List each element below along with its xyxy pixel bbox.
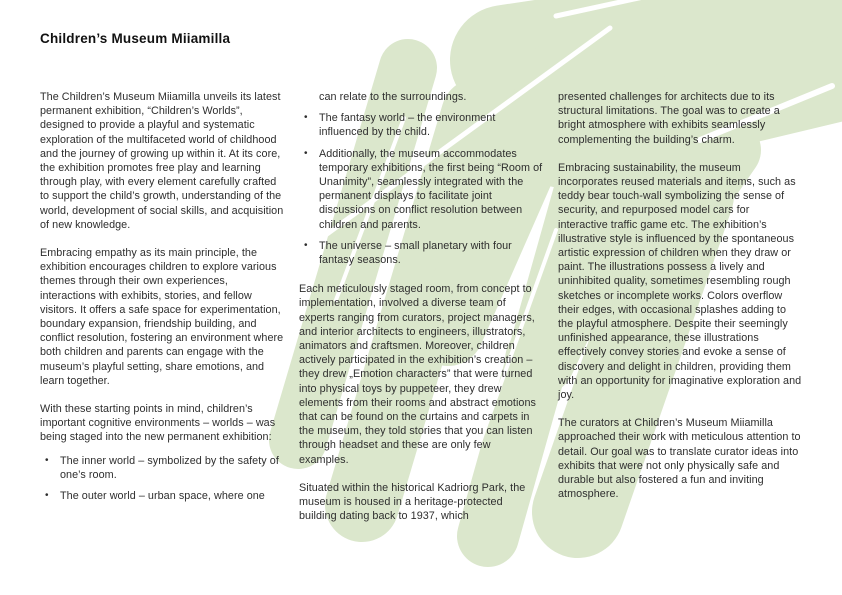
text-run: Embracing empathy as its main principle, the exhibition encourages children to explore various themes through their own experiences, interactions with exhibits, stories, and fellow visitors. It offers a safe space for experimentation, boundary expansion, friendship building, and conflict resolution, fostering an environment where both children and parents can engage with the museum’s playful setting, share emotions, and learn together. [40,247,284,387]
page-title: Children’s Museum Miiamilla [40,31,231,46]
paragraph [40,246,284,388]
bullet-icon: • [45,454,49,466]
text-run: The universe – small planetary with four fantasy seasons. [319,239,512,267]
bullet-item [299,111,543,139]
paragraph [299,282,543,467]
text-run: The Children’s Museum Miiamilla unveils its latest permanent exhibition, “Children’s Worlds”, designed to provide a playful and systematic exploration of the multifaceted world of childhood and the journey of growing up within it. At its core, the exhibition promotes free play and learning through play, with every element carefully crafted to support the child’s growth, understanding of the world, development of social skills, and acquisition of new knowledge. [40,91,284,231]
text-column-2 [299,90,543,537]
text-run: can relate to the surroundings. [319,91,467,103]
text-run: The curators at Children’s Museum Miiamilla approached their work with meticulous attention to detail. Our goal was to translate curator ideas into exhibits that were not only physically safe and durable but also fostered a fun and inviting atmosphere. [558,417,801,501]
paragraph [299,481,543,524]
bullet-icon: • [304,147,308,159]
bullet-icon: • [304,239,308,251]
text-run: Additionally, the museum accommodates temporary exhibitions, the first being “Room of Unanimity”, seamlessly integrated with the permanent displays to facilitate joint discussions on conflict resolution between children and parents. [319,147,543,231]
text-run: Situated within the historical Kadriorg Park, the museum is housed in a heritage-protected building dating back to 1937, which [299,481,526,523]
bullet-icon: • [45,490,49,502]
text-columns [40,90,802,537]
text-run: With these starting points in mind, children’s important cognitive environments – worlds – was being staged into the new permanent exhibition: [40,403,276,444]
text-run: Embracing sustainability, the museum incorporates reused materials and items, such as teddy bear touch-wall symbolizing the sense of security, and repurposed model cars for interactive traffic game etc. The exhibition’s illustrative style is influenced by the spontaneous artistic expression of children when they draw or paint. The illustrations possess a lively and uninhibited quality, sometimes resembling rough sketches or incomplete works. Colors overflow their edges, with occasional splashes adding to the playful atmosphere. Despite their seemingly unfinished appearance, these illustrations effectively convey stories and evoke a sense of discovery and delight in children, providing them with an opportunity for imaginative exploration and joy. [558,161,802,402]
paragraph [558,161,802,402]
bullet-item [299,239,543,267]
paragraph [558,416,802,501]
text-run: The fantasy world – the environment influenced by the child. [319,112,496,139]
text-run: The inner world – symbolized by the safety of one’s room. [60,454,279,481]
bullet-item [40,454,284,482]
bullet-continuation [299,90,543,104]
text-run: The outer world – urban space, where one [60,490,265,503]
text-column-3 [558,90,802,537]
bullet-item [40,489,284,503]
text-column-1 [40,90,284,537]
text-run: presented challenges for architects due to its structural limitations. The goal was to create a bright atmosphere with exhibits seamlessly complementing the building’s charm. [558,91,780,146]
paragraph [40,402,284,445]
text-run: Each meticulously staged room, from concept to implementation, involved a diverse team of experts ranging from curators, project managers, and interior architects to engineers, illustrators, animators and craftsmen. Moreover, children actively participated in the exhibition’s creation – they drew „Emotion characters” that were turned into physical toys by puppeteer, they drew elements from their rooms and abstract emotions that can be found on the curtains and carpets in the museum, they told stories that you can listen through headset and these are only few examples. [299,283,536,466]
paragraph [40,90,284,232]
bullet-icon: • [304,112,308,124]
bullet-item [299,147,543,232]
paragraph [558,90,802,147]
